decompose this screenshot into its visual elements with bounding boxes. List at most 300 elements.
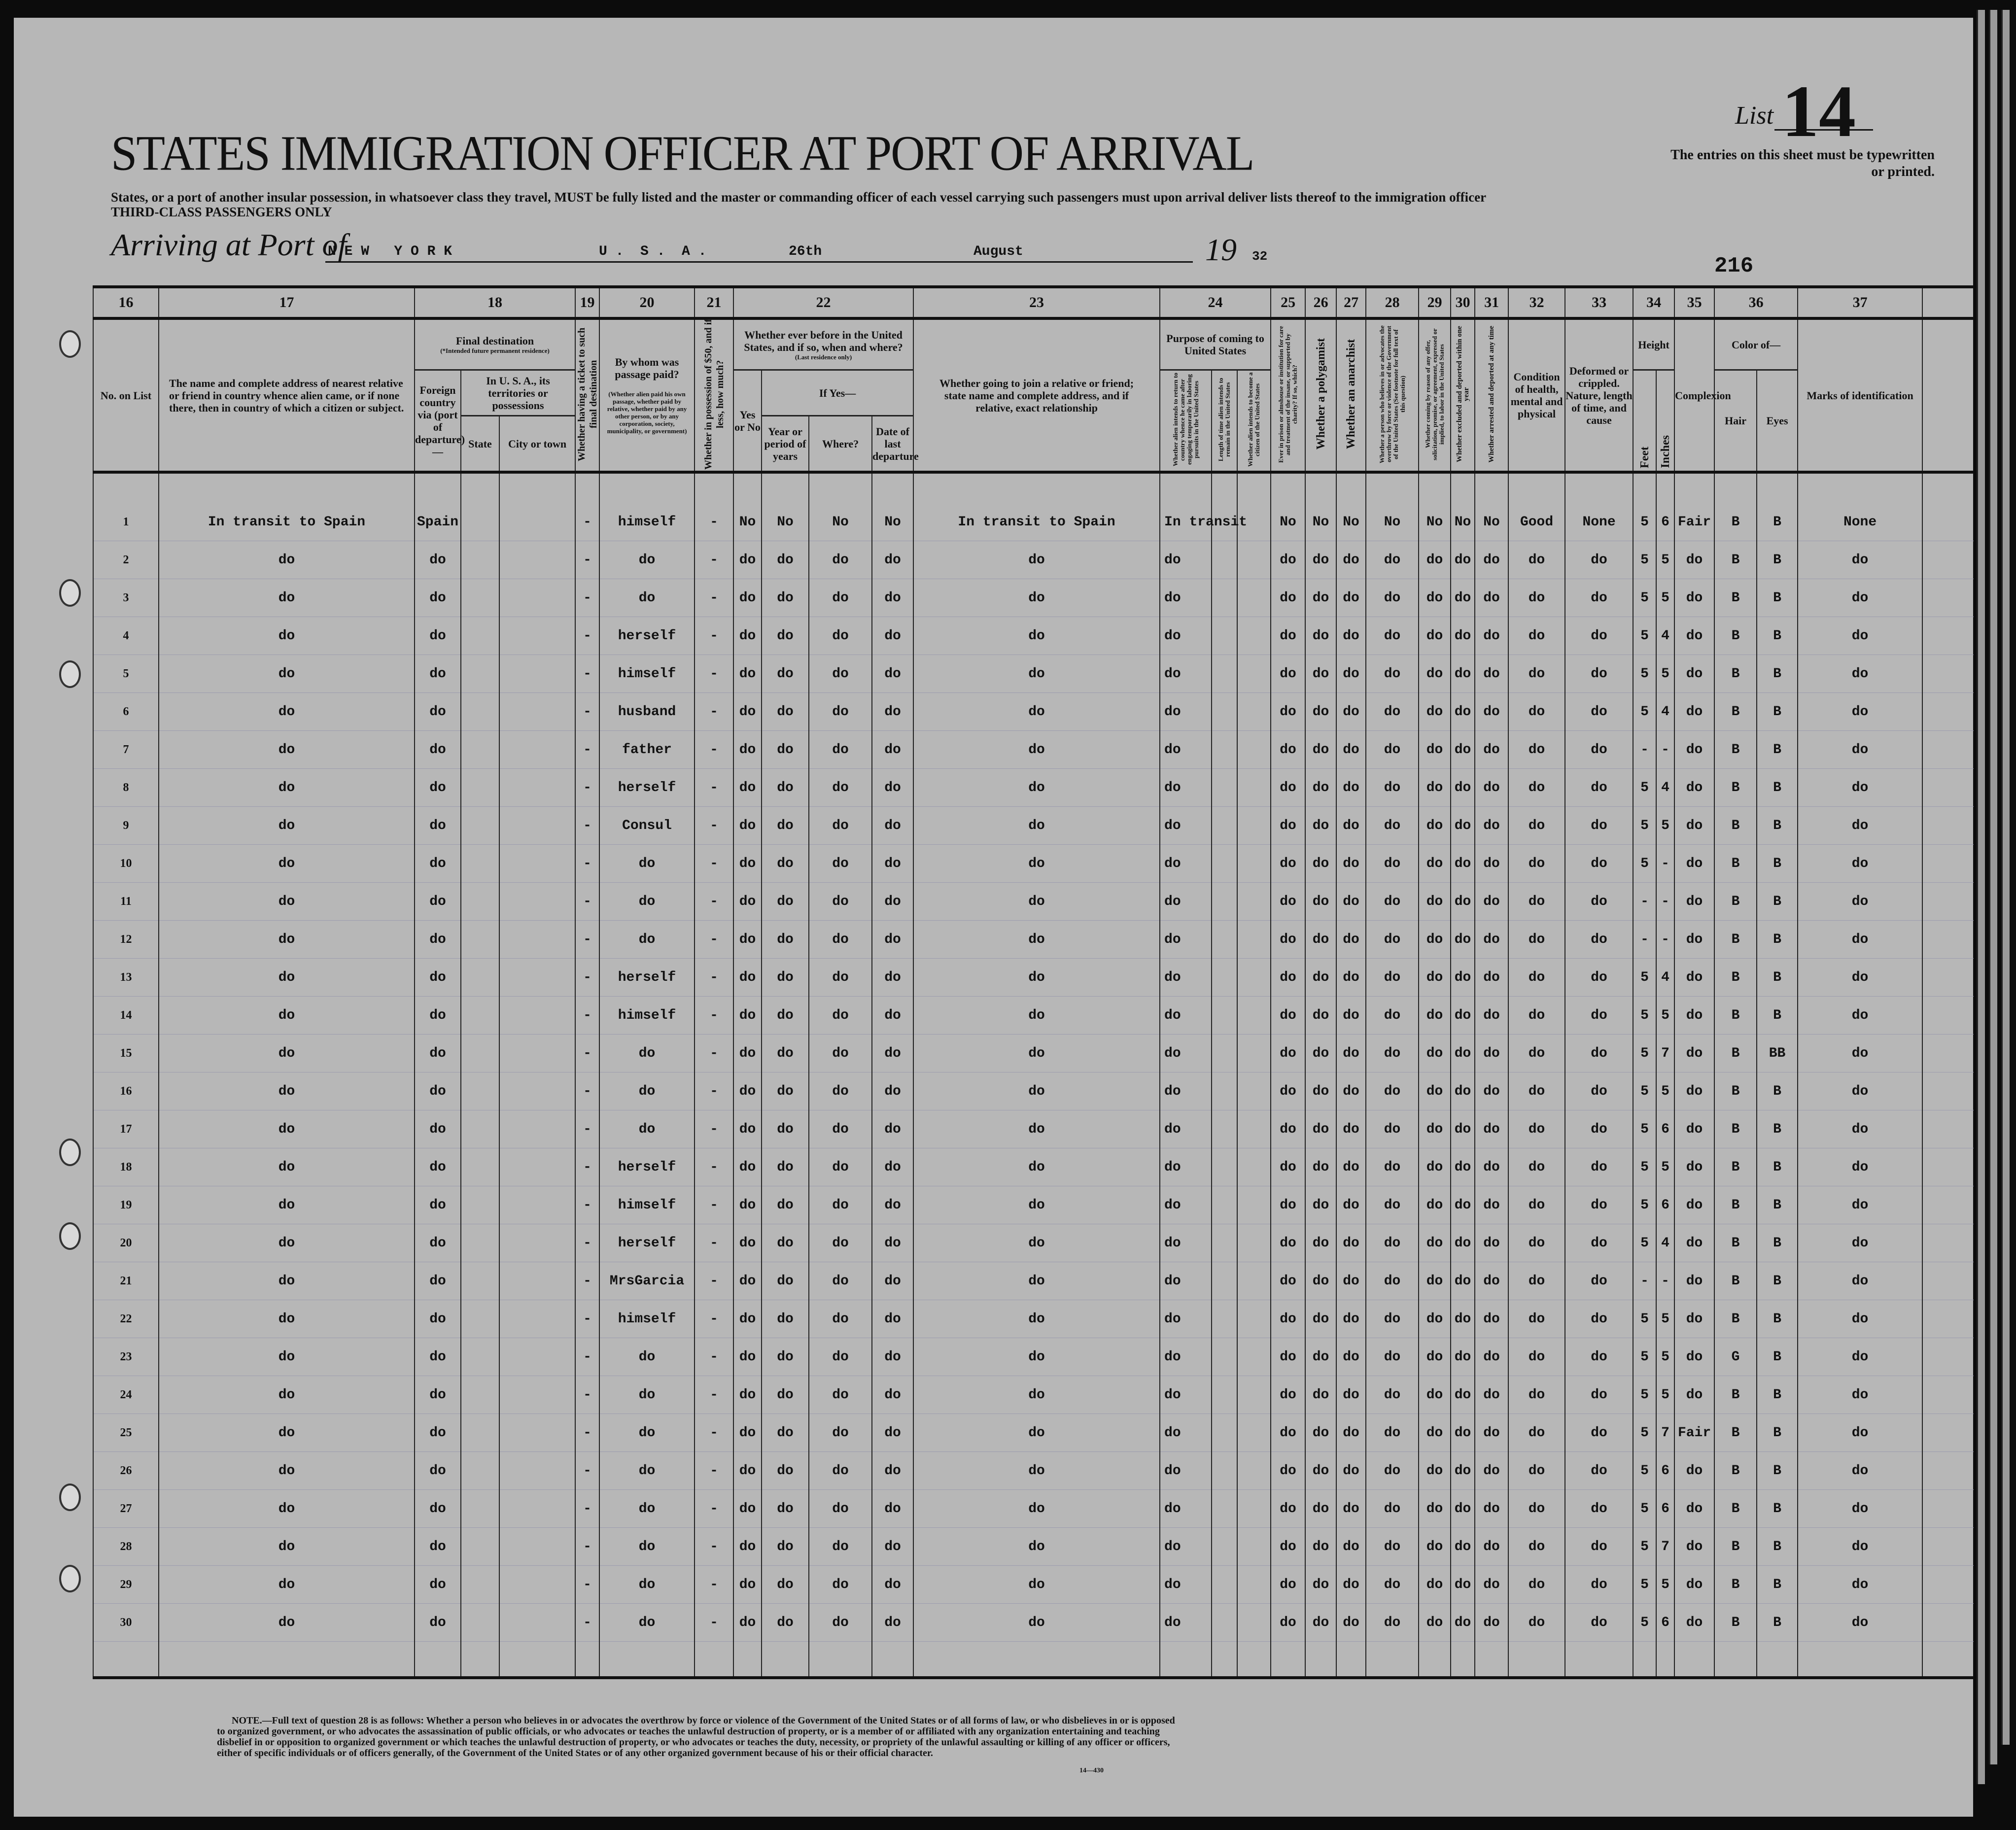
cell-health: do [1508, 1300, 1565, 1338]
cell-join-relative: do [913, 731, 1160, 769]
cell-been-in-us: do [733, 1376, 762, 1414]
cell-where: do [809, 807, 872, 845]
cell-state [461, 1072, 499, 1110]
cell-been-in-us: do [733, 1186, 762, 1224]
cell-year-period: do [762, 541, 809, 579]
cell-join-relative: do [913, 845, 1160, 883]
cell-purpose-a: do [1160, 1224, 1212, 1262]
cell-eye-color: B [1757, 693, 1798, 731]
cell-q29: do [1419, 693, 1451, 731]
cell-year-period: do [762, 579, 809, 617]
cell-join-relative: do [913, 997, 1160, 1035]
cell-q30: do [1451, 807, 1475, 845]
cell-height-feet: - [1633, 883, 1656, 921]
port-name: N E W Y O R K [328, 244, 452, 259]
cell-eye-color: B [1757, 1414, 1798, 1452]
cell-q29: do [1419, 1186, 1451, 1224]
cell-where: do [809, 1528, 872, 1566]
cell-deformed: do [1565, 1035, 1633, 1072]
cell-complexion: do [1674, 541, 1714, 579]
spacer-cell [1714, 472, 1757, 503]
cell-money: - [695, 997, 733, 1035]
cell-marks: do [1798, 1566, 1922, 1604]
cell-q29: do [1419, 617, 1451, 655]
cell-row-number: 19 [93, 1186, 159, 1224]
cell-anarchist: do [1336, 1072, 1366, 1110]
cell-q31: do [1475, 1224, 1508, 1262]
cell-where: do [809, 845, 872, 883]
cell-marks: do [1798, 693, 1922, 731]
cell-date-departure: do [872, 1338, 913, 1376]
cell-deformed: do [1565, 1604, 1633, 1642]
cell-q28: do [1366, 1262, 1419, 1300]
cell-height-feet: 5 [1633, 845, 1656, 883]
header-color-of: Color of— [1714, 318, 1798, 370]
cell-q28: No [1366, 503, 1419, 541]
spacer-cell [1798, 472, 1922, 503]
cell-polygamist: do [1305, 1338, 1336, 1376]
cell-purpose-c [1237, 655, 1271, 693]
cell-relative-address: do [159, 959, 415, 997]
cell-year-period: do [762, 1072, 809, 1110]
cell-q31: do [1475, 541, 1508, 579]
cell-ticket: - [575, 1072, 599, 1110]
cell-q31: do [1475, 921, 1508, 959]
cell-hair-color: B [1714, 845, 1757, 883]
cell-eye-color: B [1757, 731, 1798, 769]
cell-eye-color: B [1757, 617, 1798, 655]
cell-q30: do [1451, 655, 1475, 693]
cell-polygamist: do [1305, 1566, 1336, 1604]
cell-money: - [695, 921, 733, 959]
cell-passage-paid-by: herself [599, 959, 695, 997]
cell-prison: do [1271, 579, 1305, 617]
cell-polygamist: do [1305, 693, 1336, 731]
table-row [93, 1490, 1974, 1528]
cell-q28: do [1366, 1300, 1419, 1338]
cell-q31: do [1475, 1072, 1508, 1110]
cell-where: do [809, 1566, 872, 1604]
cell-relative-address: do [159, 1490, 415, 1528]
cell-where: do [809, 1376, 872, 1414]
cell-relative-address: do [159, 1035, 415, 1072]
cell-where: do [809, 693, 872, 731]
cell-q30: do [1451, 845, 1475, 883]
cell-been-in-us: do [733, 997, 762, 1035]
cell-state [461, 541, 499, 579]
cell-purpose-a: do [1160, 997, 1212, 1035]
cell-anarchist: do [1336, 693, 1366, 731]
cell-been-in-us: do [733, 1148, 762, 1186]
cell-polygamist: do [1305, 541, 1336, 579]
cell-anarchist: do [1336, 1186, 1366, 1224]
cell-height-feet: 5 [1633, 1300, 1656, 1338]
cell-state [461, 579, 499, 617]
cell-q31: do [1475, 1604, 1508, 1642]
final-destination-note: (*Intended future permanent residence) [440, 347, 550, 354]
cell-been-in-us: do [733, 1262, 762, 1300]
before-us-label: Whether ever before in the United States, and if so, when and where? [744, 328, 903, 353]
cell-city [499, 1528, 575, 1566]
cell-purpose-b [1212, 1072, 1237, 1110]
blank-cell [1922, 845, 1974, 883]
arrival-line [325, 261, 1193, 263]
cell-marks: do [1798, 1224, 1922, 1262]
cell-where: do [809, 1148, 872, 1186]
cell-polygamist: do [1305, 1148, 1336, 1186]
entries-note: The entries on this sheet must be typewritten or printed. [1670, 147, 1935, 179]
cell-relative-address: do [159, 1452, 415, 1490]
cell-hair-color: B [1714, 1528, 1757, 1566]
cell-year-period: do [762, 1490, 809, 1528]
cell-date-departure: do [872, 1300, 913, 1338]
cell-q29: do [1419, 1338, 1451, 1376]
table-row [93, 1566, 1974, 1604]
cell-complexion: do [1674, 617, 1714, 655]
cell-height-feet: 5 [1633, 1110, 1656, 1148]
cell-purpose-c [1237, 1148, 1271, 1186]
cell-complexion: do [1674, 1338, 1714, 1376]
cell-been-in-us: do [733, 1414, 762, 1452]
cell-where: do [809, 883, 872, 921]
cell-passage-paid-by: himself [599, 655, 695, 693]
cell-been-in-us: do [733, 1490, 762, 1528]
cell-polygamist: do [1305, 1072, 1336, 1110]
cell-eye-color: B [1757, 769, 1798, 807]
cell-polygamist: do [1305, 769, 1336, 807]
cell-height-inches: 5 [1656, 1300, 1674, 1338]
column-number: 29 [1419, 287, 1451, 318]
table-row [93, 959, 1974, 997]
table-row [93, 1035, 1974, 1072]
cell-anarchist: do [1336, 731, 1366, 769]
blank-cell [1922, 1528, 1974, 1566]
cell-year-period: do [762, 1262, 809, 1300]
cell-money: - [695, 1604, 733, 1642]
cell-join-relative: do [913, 1186, 1160, 1224]
cell-complexion: do [1674, 921, 1714, 959]
cell-passage-paid-by: do [599, 1338, 695, 1376]
cell-relative-address: do [159, 1186, 415, 1224]
cell-height-feet: 5 [1633, 1338, 1656, 1376]
blank-cell [1922, 1300, 1974, 1338]
cell-complexion: do [1674, 1186, 1714, 1224]
purpose-b-label: Length of time alien intends to remain in the United States [1217, 378, 1232, 461]
cell-foreign-country: do [415, 1452, 461, 1490]
cell-money: - [695, 1186, 733, 1224]
cell-purpose-a: do [1160, 1338, 1212, 1376]
cell-row-number: 4 [93, 617, 159, 655]
cell-q29: do [1419, 1262, 1451, 1300]
cell-date-departure: do [872, 1566, 913, 1604]
cell-height-inches: 5 [1656, 1072, 1674, 1110]
cell-hair-color: B [1714, 693, 1757, 731]
cell-complexion: do [1674, 693, 1714, 731]
cell-anarchist: do [1336, 845, 1366, 883]
cell-complexion: do [1674, 807, 1714, 845]
cell-height-feet: - [1633, 921, 1656, 959]
cell-foreign-country: do [415, 1490, 461, 1528]
cell-passage-paid-by: do [599, 541, 695, 579]
end-cell [1565, 1642, 1633, 1678]
column-number: 17 [159, 287, 415, 318]
by-whom-label: By whom was passage paid? [615, 356, 679, 380]
cell-been-in-us: do [733, 921, 762, 959]
header-feet [1633, 370, 1656, 473]
cell-eye-color: B [1757, 1300, 1798, 1338]
cell-where: do [809, 1110, 872, 1148]
cell-state [461, 1224, 499, 1262]
cell-q30: do [1451, 1262, 1475, 1300]
cell-eye-color: B [1757, 1224, 1798, 1262]
header-polygamist [1305, 318, 1336, 472]
cell-height-inches: 6 [1656, 1452, 1674, 1490]
list-underline [1774, 129, 1873, 131]
cell-been-in-us: do [733, 807, 762, 845]
cell-state [461, 1414, 499, 1452]
cell-money: - [695, 617, 733, 655]
cell-purpose-c [1237, 1414, 1271, 1452]
cell-city [499, 1604, 575, 1642]
cell-polygamist: do [1305, 1490, 1336, 1528]
cell-q30: do [1451, 693, 1475, 731]
cell-city [499, 921, 575, 959]
cell-anarchist: do [1336, 1566, 1366, 1604]
cell-q31: do [1475, 1148, 1508, 1186]
column-number: 33 [1565, 287, 1633, 318]
cell-money: - [695, 769, 733, 807]
cell-prison: do [1271, 959, 1305, 997]
cell-row-number: 6 [93, 693, 159, 731]
blank-cell [1922, 579, 1974, 617]
prison-label: Ever in prison or almshouse or institution for care and treatment of the insane, or supported by charity? If so, which? [1277, 325, 1299, 463]
column-number: 36 [1714, 287, 1798, 318]
cell-marks: do [1798, 959, 1922, 997]
column-number: 32 [1508, 287, 1565, 318]
cell-state [461, 503, 499, 541]
cell-purpose-b [1212, 1262, 1237, 1300]
spacer-cell [1565, 472, 1633, 503]
cell-join-relative: do [913, 1262, 1160, 1300]
column-number: 20 [599, 287, 695, 318]
cell-join-relative: do [913, 1110, 1160, 1148]
cell-purpose-b [1212, 579, 1237, 617]
cell-height-feet: 5 [1633, 1148, 1656, 1186]
cell-complexion: do [1674, 1148, 1714, 1186]
cell-q30: do [1451, 1414, 1475, 1452]
table-row [93, 693, 1974, 731]
cell-hair-color: B [1714, 1566, 1757, 1604]
cell-deformed: do [1565, 655, 1633, 693]
cell-hair-color: B [1714, 1376, 1757, 1414]
spacer-cell [809, 472, 872, 503]
cell-purpose-a: do [1160, 883, 1212, 921]
cell-health: do [1508, 1110, 1565, 1148]
cell-where: do [809, 1414, 872, 1452]
cell-q30: do [1451, 997, 1475, 1035]
cell-q31: do [1475, 655, 1508, 693]
cell-row-number: 15 [93, 1035, 159, 1072]
cell-deformed: do [1565, 1338, 1633, 1376]
cell-height-feet: 5 [1633, 1186, 1656, 1224]
end-cell [93, 1642, 159, 1678]
cell-city [499, 655, 575, 693]
cell-city [499, 579, 575, 617]
cell-purpose-b [1212, 1376, 1237, 1414]
blank-cell [1922, 1490, 1974, 1528]
cell-city [499, 1338, 575, 1376]
cell-money: - [695, 503, 733, 541]
cell-q29: do [1419, 1452, 1451, 1490]
cell-been-in-us: No [733, 503, 762, 541]
cell-hair-color: B [1714, 617, 1757, 655]
table-row [93, 1300, 1974, 1338]
cell-complexion: do [1674, 883, 1714, 921]
punch-hole [59, 1484, 81, 1511]
cell-city [499, 1376, 575, 1414]
cell-purpose-a: do [1160, 921, 1212, 959]
cell-height-feet: 5 [1633, 1376, 1656, 1414]
cell-q31: do [1475, 807, 1508, 845]
cell-purpose-c [1237, 1262, 1271, 1300]
cell-join-relative: do [913, 1035, 1160, 1072]
cell-join-relative: do [913, 579, 1160, 617]
cell-q28: do [1366, 1566, 1419, 1604]
spacer-cell [1475, 472, 1508, 503]
cell-row-number: 16 [93, 1072, 159, 1110]
cell-height-inches: 5 [1656, 807, 1674, 845]
table-row [93, 655, 1974, 693]
cell-state [461, 655, 499, 693]
cell-deformed: do [1565, 1110, 1633, 1148]
blank-cell [1922, 1604, 1974, 1642]
cell-q30: do [1451, 1490, 1475, 1528]
spacer-cell [1451, 472, 1475, 503]
cell-where: do [809, 1604, 872, 1642]
cell-row-number: 25 [93, 1414, 159, 1452]
spacer-cell [1419, 472, 1451, 503]
cell-q29: do [1419, 1604, 1451, 1642]
cell-deformed: do [1565, 1224, 1633, 1262]
cell-deformed: do [1565, 1376, 1633, 1414]
cell-relative-address: do [159, 1566, 415, 1604]
cell-where: do [809, 1072, 872, 1110]
spacer-cell [1336, 472, 1366, 503]
spacer-cell [1656, 472, 1674, 503]
cell-foreign-country: do [415, 1035, 461, 1072]
spacer-cell [599, 472, 695, 503]
cell-height-feet: 5 [1633, 1072, 1656, 1110]
end-cell [461, 1642, 499, 1678]
cell-eye-color: B [1757, 1338, 1798, 1376]
cell-q28: do [1366, 1604, 1419, 1642]
cell-q30: do [1451, 1110, 1475, 1148]
cell-polygamist: do [1305, 1035, 1336, 1072]
blank-cell [1922, 807, 1974, 845]
end-cell [762, 1642, 809, 1678]
cell-health: do [1508, 1224, 1565, 1262]
cell-q31: do [1475, 1110, 1508, 1148]
cell-foreign-country: do [415, 579, 461, 617]
cell-height-inches: 6 [1656, 1490, 1674, 1528]
cell-money: - [695, 579, 733, 617]
cell-been-in-us: do [733, 1566, 762, 1604]
table-row [93, 1528, 1974, 1566]
cell-complexion: do [1674, 769, 1714, 807]
cell-ticket: - [575, 655, 599, 693]
cell-row-number: 7 [93, 731, 159, 769]
q30-label: Whether excluded and deported within one year [1455, 326, 1470, 462]
cell-join-relative: do [913, 769, 1160, 807]
cell-year-period: do [762, 1035, 809, 1072]
cell-polygamist: do [1305, 883, 1336, 921]
cell-state [461, 1148, 499, 1186]
cell-row-number: 21 [93, 1262, 159, 1300]
cell-anarchist: do [1336, 1300, 1366, 1338]
cell-complexion: do [1674, 1376, 1714, 1414]
blank-cell [1922, 1566, 1974, 1604]
cell-health: do [1508, 921, 1565, 959]
cell-ticket: - [575, 1604, 599, 1642]
cell-row-number: 8 [93, 769, 159, 807]
cell-prison: do [1271, 845, 1305, 883]
cell-q28: do [1366, 1452, 1419, 1490]
column-number: 35 [1674, 287, 1714, 318]
cell-city [499, 807, 575, 845]
spacer-cell [1674, 472, 1714, 503]
cell-purpose-a: do [1160, 959, 1212, 997]
cell-health: do [1508, 693, 1565, 731]
cell-join-relative: do [913, 1452, 1160, 1490]
end-cell [1714, 1642, 1757, 1678]
cell-where: do [809, 1262, 872, 1300]
cell-been-in-us: do [733, 1072, 762, 1110]
cell-eye-color: B [1757, 1186, 1798, 1224]
cell-q28: do [1366, 579, 1419, 617]
cell-ticket: - [575, 1528, 599, 1566]
cell-health: do [1508, 1414, 1565, 1452]
cell-date-departure: do [872, 541, 913, 579]
cell-purpose-c [1237, 541, 1271, 579]
cell-foreign-country: do [415, 541, 461, 579]
cell-height-feet: 5 [1633, 1452, 1656, 1490]
cell-q28: do [1366, 693, 1419, 731]
header-if-yes: If Yes— [762, 370, 913, 416]
cell-been-in-us: do [733, 769, 762, 807]
before-us-note: (Last residence only) [795, 353, 852, 361]
cell-q29: do [1419, 1148, 1451, 1186]
cell-purpose-c [1237, 579, 1271, 617]
cell-q29: do [1419, 1072, 1451, 1110]
cell-complexion: do [1674, 997, 1714, 1035]
end-cell [1336, 1642, 1366, 1678]
cell-where: do [809, 997, 872, 1035]
form-number: 14—430 [1079, 1767, 1104, 1774]
table-row [93, 731, 1974, 769]
cell-state [461, 1186, 499, 1224]
cell-state [461, 1604, 499, 1642]
cell-deformed: do [1565, 1072, 1633, 1110]
spacer-row [93, 472, 1974, 503]
table-row [93, 1376, 1974, 1414]
cell-year-period: do [762, 1300, 809, 1338]
cell-q30: do [1451, 1376, 1475, 1414]
blank-cell [1922, 541, 1974, 579]
column-number: 19 [575, 287, 599, 318]
cell-row-number: 13 [93, 959, 159, 997]
cell-marks: do [1798, 807, 1922, 845]
polygamist-label: Whether a polygamist [1314, 338, 1327, 450]
